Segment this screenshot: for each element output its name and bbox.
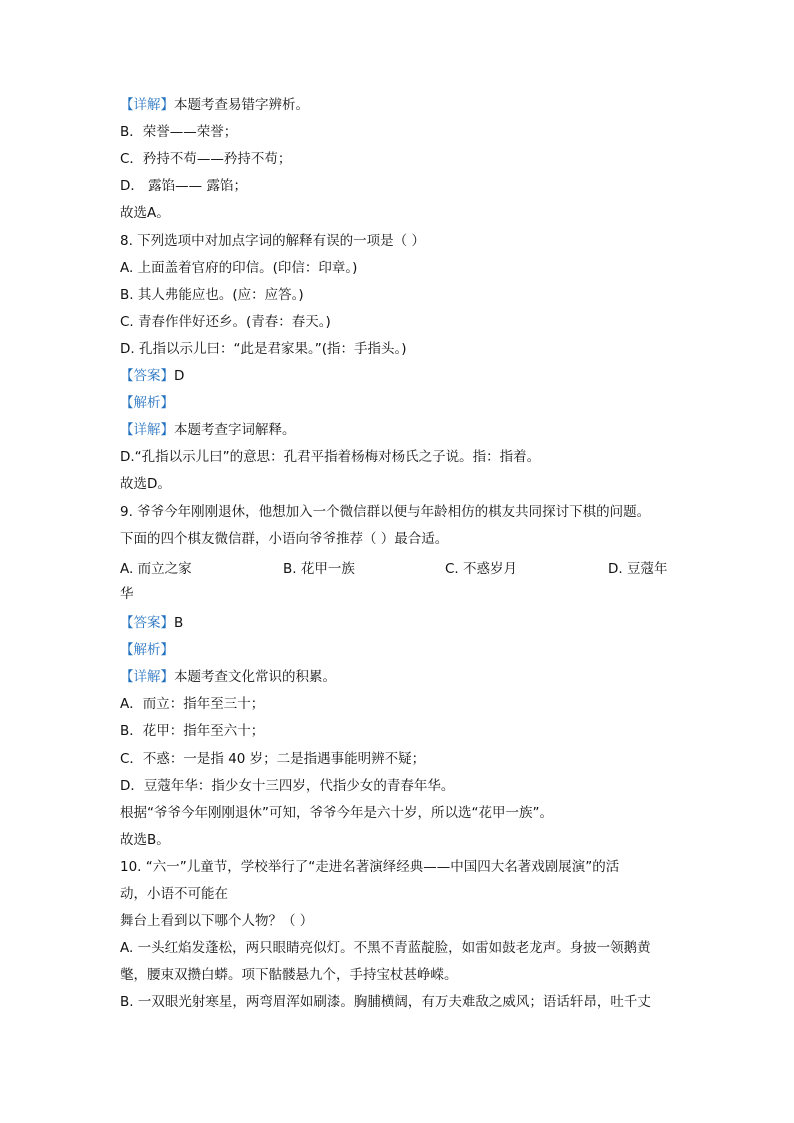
text-line: [120, 313, 331, 331]
section-tag: 【详解】: [120, 422, 174, 439]
q9-option: A. 而立之家: [120, 561, 192, 577]
text-line: [120, 939, 651, 957]
line-text: 8. 下列选项中对加点字词的解释有误的一项是（ ）: [120, 232, 425, 249]
line-text: B. 其人弗能应也。(应：应答。): [120, 286, 304, 303]
text-line: [120, 96, 309, 114]
line-text: C. 青春作伴好还乡。(青春：春天。): [120, 313, 331, 330]
text-line: [120, 750, 425, 768]
q9-option: C. 不惑岁月: [445, 561, 518, 577]
text-line: [120, 150, 291, 168]
line-text: D．豆蔻年华：指少女十三四岁，代指少女的青春年华。: [120, 777, 455, 794]
text-line: [120, 641, 174, 659]
line-text: 故选B。: [120, 831, 170, 848]
line-text: 本题考查文化常识的积累。: [174, 669, 336, 686]
text-line: [120, 421, 296, 439]
text-line: [120, 204, 170, 222]
line-text: 舞台上看到以下哪个人物？（ ）: [120, 913, 314, 930]
text-line: [120, 123, 237, 141]
text-line: [120, 614, 183, 632]
text-line: [120, 503, 650, 521]
text-line: [120, 530, 448, 548]
line-text: A．而立：指年至三十；: [120, 696, 265, 713]
line-text: D． 露馅—— 露馅；: [120, 178, 247, 195]
text-line: [120, 232, 425, 250]
text-line: [120, 912, 313, 930]
line-text: 氅，腰束双攒白蟒。项下骷髅悬九个，手持宝杖甚峥嵘。: [120, 967, 458, 984]
text-line: [120, 722, 264, 740]
text-line: [120, 804, 553, 822]
text-line: [120, 475, 171, 493]
text-line: [120, 777, 454, 795]
section-tag: 【答案】: [120, 368, 174, 384]
text-line: [120, 668, 336, 686]
text-line: [120, 286, 304, 304]
line-text: 动，小语不可能在: [120, 886, 228, 902]
section-tag: 【解析】: [120, 642, 174, 659]
q9-option: B. 花甲一族: [283, 561, 355, 577]
section-tag: 【解析】: [120, 395, 174, 412]
q9-option-wrap: 华: [120, 586, 134, 602]
line-text: 根据“爷爷今年刚刚退休”可知，爷爷今年是六十岁，所以选“花甲一族”。: [120, 804, 553, 821]
line-text: 10. “六一”儿童节，学校举行了“走进名著演绎经典——中国四大名著戏剧展演”的活: [120, 858, 620, 875]
line-text: A. 上面盖着官府的印信。(印信：印章。): [120, 259, 358, 276]
line-text: 故选D。: [120, 476, 171, 493]
line-text: B．花甲：指年至六十；: [120, 723, 265, 740]
text-line: [120, 367, 184, 385]
line-text: D.“孔指以示儿曰”的意思：孔君平指着杨梅对杨氏之子说。指：指着。: [120, 449, 541, 466]
text-line: [120, 858, 619, 876]
text-line: [120, 394, 174, 412]
line-text: 下面的四个棋友微信群，小语向爷爷推荐（ ）最合适。: [120, 530, 449, 547]
q9-option: D. 豆蔻年: [608, 561, 668, 577]
line-text: 本题考查易错字辨析。: [174, 97, 309, 113]
line-text: 本题考查字词解释。: [174, 422, 296, 439]
text-line: [120, 448, 540, 466]
line-text: D: [174, 368, 185, 384]
line-text: 故选A。: [120, 205, 170, 222]
section-tag: 【答案】: [120, 615, 174, 631]
line-text: C．矜持不苟——矜持不苟；: [120, 151, 292, 168]
line-text: C．不惑：一是指 40 岁；二是指遇事能明辨不疑；: [120, 750, 426, 767]
section-tag: 【详解】: [120, 97, 174, 113]
text-line: [120, 831, 170, 849]
text-line: [120, 259, 357, 277]
line-text: B: [174, 615, 184, 631]
line-text: B. 一双眼光射寒星，两弯眉浑如刷漆。胸脯横阔，有万夫难敌之威风；语话轩昂，吐千丈: [120, 994, 651, 1011]
text-line: [120, 340, 407, 358]
section-tag: 【详解】: [120, 669, 174, 686]
text-line: [120, 993, 651, 1011]
line-text: 9. 爷爷今年刚刚退休，他想加入一个微信群以便与年龄相仿的棋友共同探讨下棋的问题。: [120, 503, 651, 520]
line-text: D. 孔指以示儿曰：“此是君家果。”(指：手指头。): [120, 340, 407, 357]
text-line: [120, 966, 458, 984]
text-line: [120, 177, 247, 195]
line-text: A. 一头红焰发蓬松，两只眼睛亮似灯。不黑不青蓝靛脸，如雷如鼓老龙声。身披一领鹅黄: [120, 940, 651, 957]
line-text: B．荣誉——荣誉；: [120, 124, 238, 141]
text-line: [120, 885, 228, 903]
text-line: [120, 695, 264, 713]
